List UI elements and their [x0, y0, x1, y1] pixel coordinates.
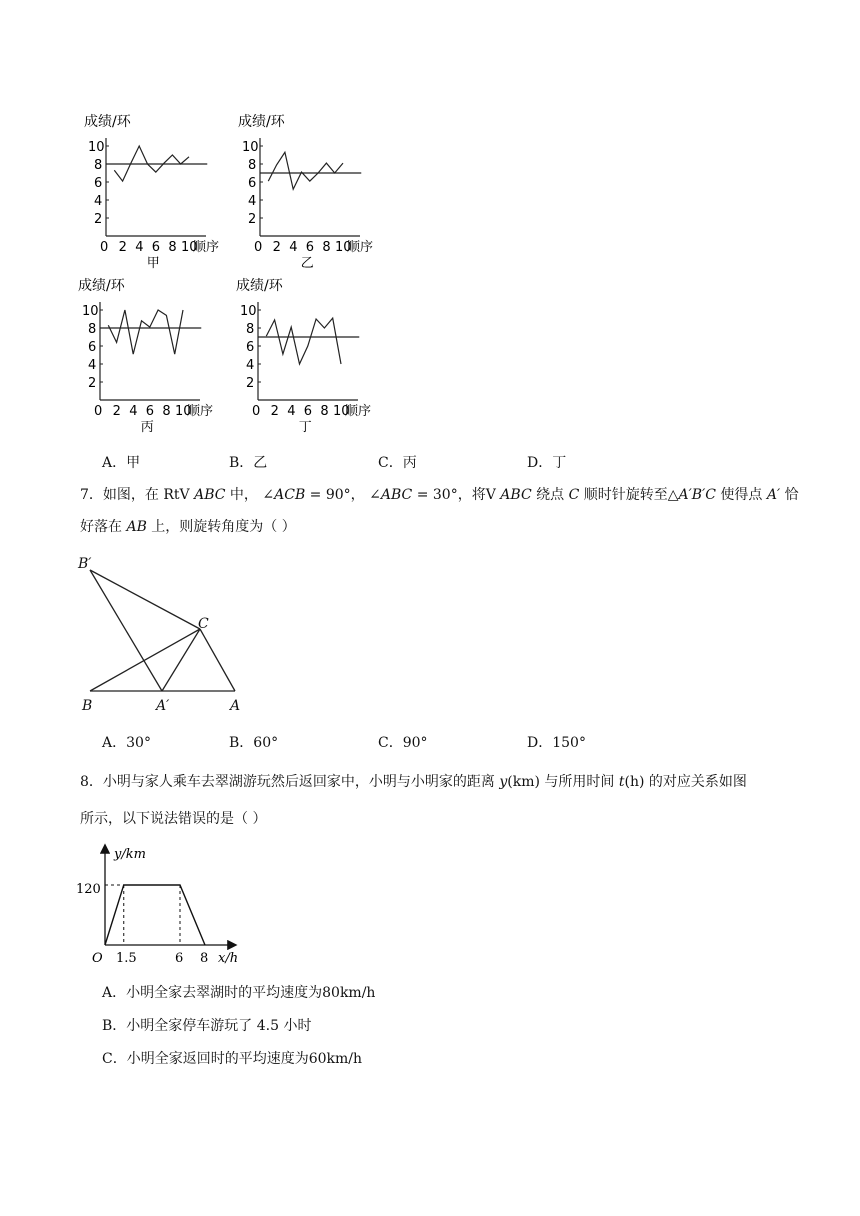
x-axis-label: 顺序	[347, 240, 374, 255]
q7-option-b: B．60°	[229, 735, 279, 751]
q6-option-a: A．甲	[102, 455, 141, 471]
label-a: A	[230, 698, 241, 714]
x-tick-label: 2	[112, 404, 121, 419]
distance-line	[105, 885, 205, 945]
chart-jia	[84, 113, 219, 271]
chart-name: 甲	[146, 256, 160, 271]
x-tick-label: 4	[289, 240, 298, 255]
x-tick-label: 0	[94, 404, 103, 419]
chart-name: 丁	[298, 420, 312, 435]
q8-distance-time-graph	[70, 838, 270, 968]
x-tick-label: 6	[303, 404, 313, 419]
label-b: B	[82, 698, 93, 714]
x-tick-label: 0	[254, 240, 263, 255]
x-axis-label: x/h	[218, 951, 239, 966]
y-tick-label: 6	[246, 340, 255, 355]
segment-bp-ap	[90, 570, 162, 691]
y-axis-label: 成绩/环	[84, 114, 131, 130]
y-tick-label: 2	[88, 376, 97, 391]
x-tick-label: 4	[135, 240, 144, 255]
score-series	[268, 152, 343, 189]
label-c: C	[198, 616, 209, 632]
q7-option-d: D．150°	[527, 735, 586, 751]
x-tick-label: 10	[175, 404, 192, 419]
x-tick-1-5: 1.5	[116, 951, 137, 966]
y-tick-label: 10	[82, 304, 99, 319]
x-tick-label: 10	[181, 240, 198, 255]
y-tick-label: 4	[248, 194, 257, 209]
y-tick-label: 8	[88, 322, 97, 337]
chart-name: 乙	[300, 256, 314, 271]
y-tick-label: 2	[248, 212, 257, 227]
q8-option-c: C．小明全家返回时的平均速度为60km/h	[102, 1051, 363, 1067]
x-tick-8: 8	[200, 951, 209, 966]
q7-question-line2: 好落在 AB 上，则旋转角度为（ ）	[80, 519, 296, 535]
q6-option-b: B．乙	[229, 455, 268, 471]
y-tick-label: 4	[94, 194, 103, 209]
y-tick-label: 4	[246, 358, 255, 373]
x-tick-label: 10	[333, 404, 350, 419]
x-tick-6: 6	[175, 951, 184, 966]
y-axis-label: 成绩/环	[236, 278, 283, 294]
chart-bing	[78, 277, 213, 435]
q8-option-b: B．小明全家停车游玩了 4.5 小时	[102, 1018, 312, 1034]
y-tick-120: 120	[76, 882, 101, 897]
y-tick-label: 8	[246, 322, 255, 337]
y-tick-label: 2	[94, 212, 103, 227]
y-tick-label: 8	[248, 158, 257, 173]
q7-rotation-figure	[70, 550, 270, 715]
x-tick-label: 6	[151, 240, 161, 255]
y-tick-label: 4	[88, 358, 97, 373]
x-tick-label: 8	[320, 404, 329, 419]
q6-option-c: C．丙	[378, 455, 417, 471]
x-axis-label: 顺序	[345, 404, 372, 419]
q8-question-line1: 8．小明与家人乘车去翠湖游玩然后返回家中，小明与小明家的距离 y(km) 与所用时间 t(h) 的对应关系如图	[80, 774, 747, 790]
segment-bp-c	[90, 570, 200, 629]
q8-option-a: A．小明全家去翠湖时的平均速度为80km/h	[102, 985, 376, 1001]
y-tick-label: 6	[248, 176, 257, 191]
x-tick-label: 6	[145, 404, 155, 419]
y-axis-label: 成绩/环	[78, 278, 125, 294]
x-tick-label: 2	[118, 240, 127, 255]
q7-option-c: C．90°	[378, 735, 428, 751]
x-tick-label: 2	[270, 404, 279, 419]
x-axis-label: 顺序	[187, 404, 214, 419]
chart-name: 丙	[140, 420, 154, 435]
y-tick-label: 8	[94, 158, 103, 173]
x-tick-label: 10	[335, 240, 352, 255]
x-tick-label: 2	[272, 240, 281, 255]
y-tick-label: 10	[240, 304, 257, 319]
origin-label: O	[92, 951, 103, 966]
q7-option-a: A．30°	[102, 735, 151, 751]
q7-question-line1: 7．如图，在 RtV ABC 中， ∠ACB = 90°， ∠ABC = 30°，将V ABC 绕点 C 顺时针旋转至△A′B′C 使得点 A′ 恰	[80, 487, 799, 503]
score-series	[108, 310, 183, 354]
x-tick-label: 0	[252, 404, 261, 419]
x-axis-label: 顺序	[193, 240, 220, 255]
segment-ap-c	[162, 629, 200, 691]
q6-option-d: D．丁	[527, 455, 567, 471]
x-tick-label: 6	[305, 240, 315, 255]
y-tick-label: 6	[94, 176, 103, 191]
y-tick-label: 2	[246, 376, 255, 391]
y-tick-label: 10	[88, 140, 105, 155]
q8-question-line2: 所示，以下说法错误的是（ ）	[80, 811, 267, 827]
label-b-prime: B′	[78, 556, 92, 572]
x-tick-label: 4	[287, 404, 296, 419]
chart-ding	[236, 277, 371, 435]
y-axis-label: y/km	[114, 847, 146, 862]
label-a-prime: A′	[156, 698, 170, 714]
x-tick-label: 8	[322, 240, 331, 255]
segment-b-c	[90, 629, 200, 691]
y-tick-label: 10	[242, 140, 259, 155]
y-tick-label: 6	[88, 340, 97, 355]
score-series	[266, 318, 341, 364]
x-tick-label: 8	[168, 240, 177, 255]
x-tick-label: 4	[129, 404, 138, 419]
segment-c-a	[200, 629, 235, 691]
q6-charts	[0, 0, 860, 440]
x-tick-label: 8	[162, 404, 171, 419]
x-tick-label: 0	[100, 240, 109, 255]
y-axis-label: 成绩/环	[238, 114, 285, 130]
chart-yi	[238, 113, 373, 271]
